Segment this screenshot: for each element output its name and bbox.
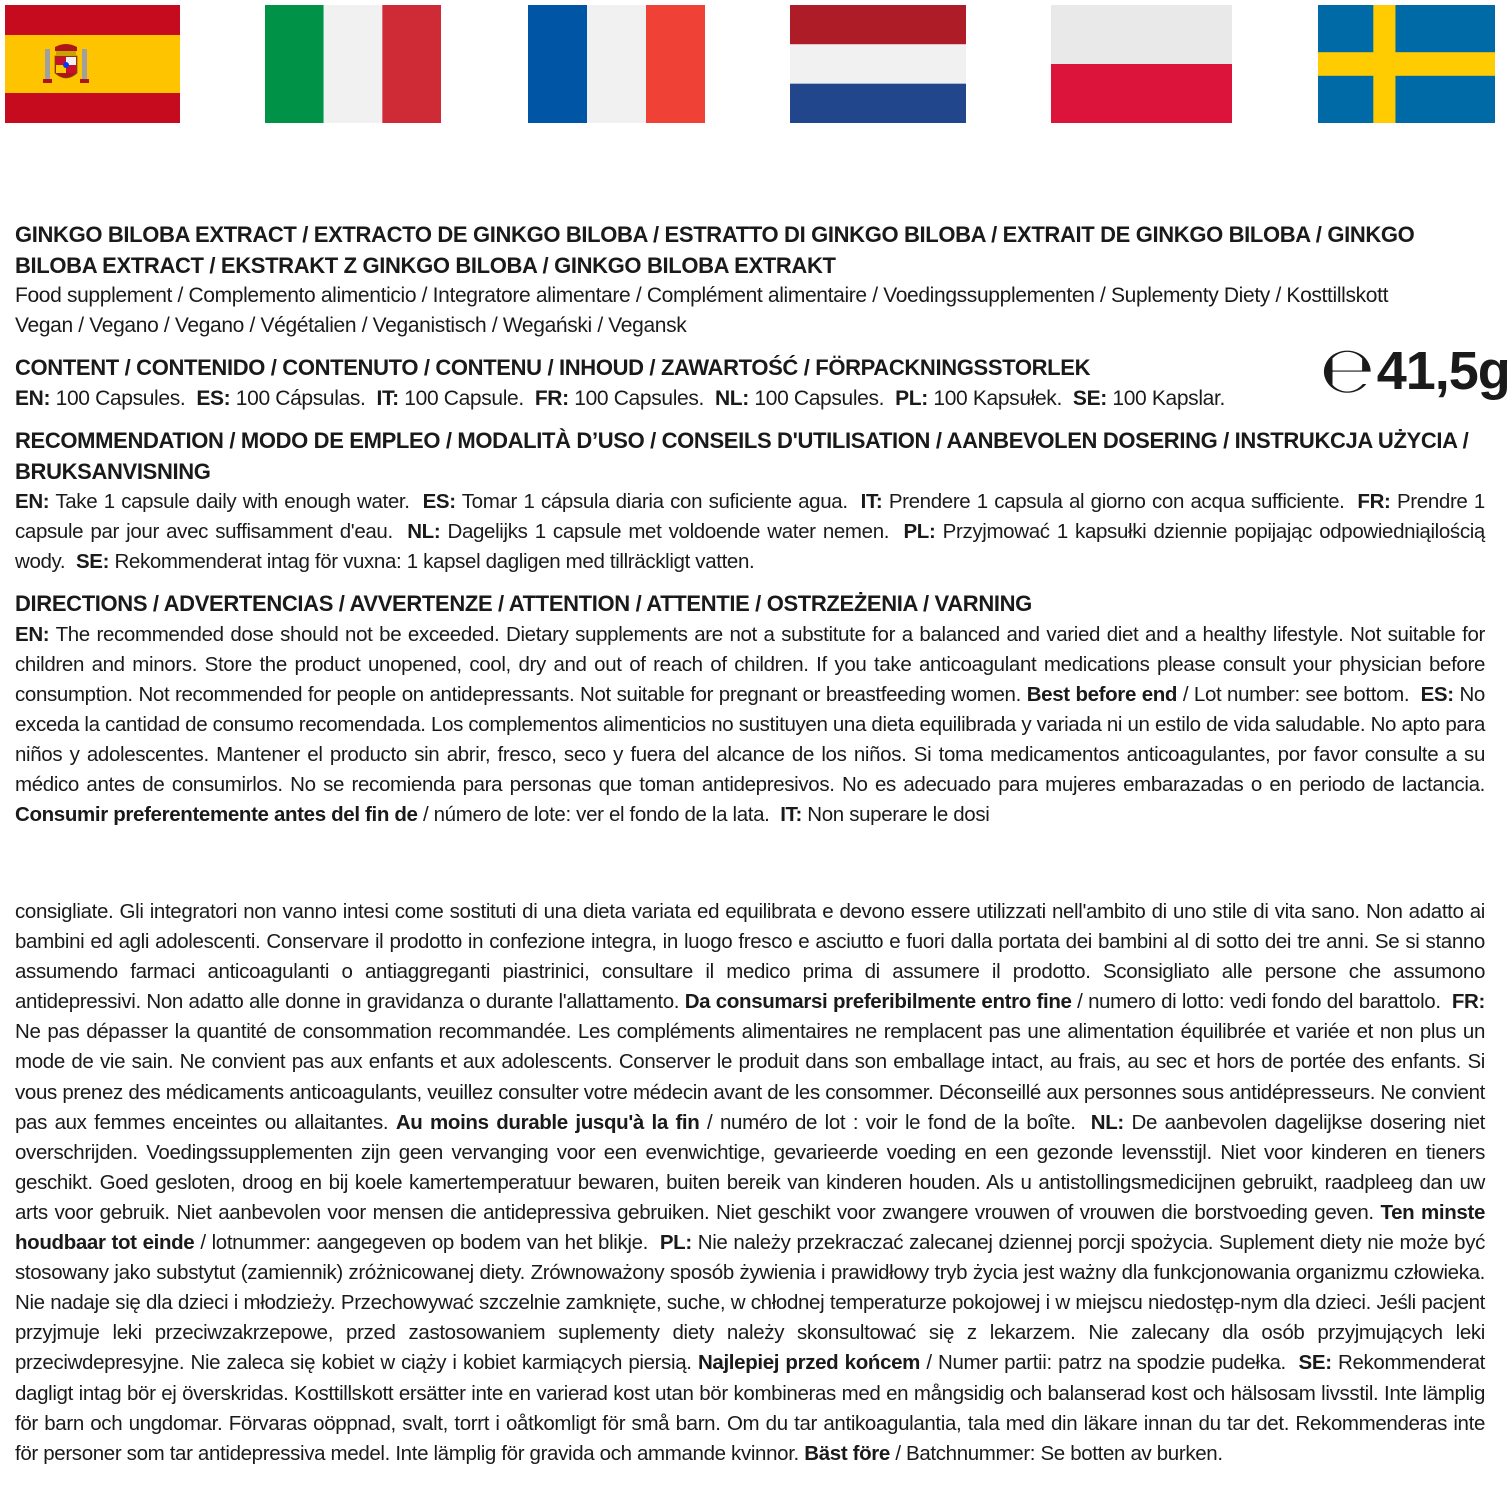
spain-coat-of-arms — [43, 44, 89, 83]
label-text — [15, 220, 1485, 831]
sweden-flag — [1318, 5, 1495, 123]
weight-value: 41,5g — [1376, 341, 1510, 401]
spain-flag — [5, 5, 180, 123]
recommendation-heading: RECOMMENDATION / MODO DE EMPLEO / MODALITÀ D’USO / CONSEILS D'UTILISATION / AANBEVOLEN DOSERING / INSTRUKCJA UŻYCIA / BRUKSANVISNING — [15, 428, 1469, 484]
directions-continuation: consigliate. Gli integratori non vanno intesi come sostituti di una dieta variata ed equilibrata e devono essere utilizzati nell'ambito di uno stile di vita sano. Non adatto ai bambini ed agli adolescenti. Conservare il prodotto in confezione integra, in luogo fresco e asciutto e fuori dalla portata dei bambini al di sotto dei tre anni. Se si stanno assumendo farmaci anticoagulanti o antiaggreganti piastrinici, consultare il medico prima di assumere il prodotto. Sconsigliato alle persone che assumono antidepressivi. Non adatto alle donne in gravidanza o durante l'allattamento. Da consumarsi preferibilmente entro fine / numero di lotto: vedi fondo del barattolo. FR: Ne pas dépasser la quantité de consommation recommandée. Les compléments alimentaires ne remplacent pas une alimentation équilibrée et variée et non plus un mode de vie sain. Ne convient pas aux enfants et aux adolescents. Conserver le produit dans son emballage intact, au frais, au sec et hors de portée des enfants. Si vous prenez des médicaments anticoagulants, veuillez consulter votre médecin avant de les consommer. Déconseillé aux personnes sous antidépresseurs. Ne convient pas aux femmes enceintes ou allaitantes. Au moins durable jusqu'à la fin / numéro de lot : voir le fond de la boîte. NL: De aanbevolen dagelijkse dosering niet overschrijden. Voedingssupplementen zijn geen vervanging voor een evenwichtige, gevarieerde voeding en een gezonde levensstijl. Niet voor kinderen en tieners geschikt. Goed gesloten, droog en bij koele kamertemperatuur bewaren, buiten bereik van kinderen houden. Als u antistollingsmedicijnen gebruikt, raadpleeg dan uw arts voor gebruik. Niet aanbevolen voor mensen die antidepressiva gebruiken. Niet geschikt voor zwangere vrouwen of vrouwen die borstvoeding geven. Ten minste houdbaar tot einde / lotnummer: aangegeven op bodem van het blikje. PL: Nie należy przekraczać zalecanej dziennej porcji spożycia. Suplement diety nie może być stosowany jako substytut (zamiennik) zróżnicowanej diety. Zrównoważony sposób żywienia i prawidłowy tryb życia jest ważny dla funkcjonowania organizmu człowieka. Nie nadaje się dla dzieci i młodzieży. Przechowywać szczelnie zamknięte, suche, w chłodnej temperaturze pokojowej i w miejscu niedostęp-nym dla dzieci. Jeśli pacjent przyjmuje leki przeciwzakrzepowe, przed zastosowaniem suplementy diety należy skonsultować się z lekarzem. Nie zalecany dla osób przyjmujących leki przeciwdepresyjne. Nie zaleca się kobiet w ciąży i kobiet karmiących piersią. Najlepiej przed końcem / Numer partii: patrz na spodzie pudełka. SE: Rekommenderat dagligt intag bör ej överskridas. Kosttillskott ersätter inte en varierad kost utan bör kombineras med en mångsidig och balanserad kost och hälsosam livsstil. Inte lämplig för barn och ungdomar. Förvaras oöppnad, svalt, torrt i oåtkomligt för små barn. Om du tar antikoagulantia, tala med din läkare innan du tar det. Rekommenderas inte för personer som tar antidepressiva medel. Inte lämplig för gravida och ammande kvinnor. Bäst före / Batchnummer: Se botten av burken. — [15, 900, 1485, 1465]
food-supplement-line: Food supplement / Complemento alimenticio / Integratore alimentare / Complément alimentaire / Voedingssupplementen / Suplementy Diety / Kosttillskott — [15, 284, 1389, 307]
content-line: EN: 100 Capsules. ES: 100 Cápsulas. IT: 100 Capsule. FR: 100 Capsules. NL: 100 Capsules. PL: 100 Kapsułek. SE: 100 Kapslar. — [15, 386, 1225, 410]
content-heading: CONTENT / CONTENIDO / CONTENUTO / CONTENU / INHOUD / ZAWARTOŚĆ / FÖRPACKNINGSSTORLEK — [15, 355, 1091, 381]
flag-row — [0, 0, 1495, 130]
product-title: GINKGO BILOBA EXTRACT / EXTRACTO DE GINKGO BILOBA / ESTRATTO DI GINKGO BILOBA / EXTRAIT DE GINKGO BILOBA / GINKGO BILOBA EXTRACT / EKSTRAKT Z GINKGO BILOBA / GINKGO BILOBA EXTRAKT — [15, 222, 1415, 278]
poland-flag — [1051, 5, 1232, 123]
estimated-sign-icon: ℮ — [1320, 334, 1375, 408]
directions-heading: DIRECTIONS / ADVERTENCIAS / AVVERTENZE / ATTENTION / ATTENTIE / OSTRZEŻENIA / VARNING — [15, 591, 1032, 617]
vegan-line: Vegan / Vegano / Vegano / Végétalien / Veganistisch / Wegański / Vegansk — [15, 314, 687, 338]
netherlands-flag — [790, 5, 966, 123]
recommendation-text: EN: Take 1 capsule daily with enough water. ES: Tomar 1 cápsula diaria con suficiente agua. IT: Prendere 1 capsula al giorno con acqua sufficiente. FR: Prendre 1 capsule par jour avec suffisamment d'eau. NL: Dagelijks 1 capsule met voldoende water nemen. PL: Przyjmować 1 kapsułki dziennie popijając odpowiedniąilością wody. SE: Rekommenderat intag för vuxna: 1 kapsel dagligen med tillräckligt vatten. — [15, 490, 1485, 574]
directions-text: EN: The recommended dose should not be exceeded. Dietary supplements are not a substitute for a balanced and varied diet and a healthy lifestyle. Not suitable for children and minors. Store the product unopened, cool, dry and out of reach of children. If you take anticoagulant medications please consult your physician before consumption. Not recommended for people on antidepressants. Not suitable for pregnant or breastfeeding women. Best before end / Lot number: see bottom. ES: No exceda la cantidad de consumo recomendada. Los complementos alimenticios no sustituyen una dieta equilibrada y variada ni un estilo de vida saludable. No apto para niños y adolescentes. Mantener el producto sin abrir, fresco, seco y fuera del alcance de los niños. Si toma medicamentos anticoagulantes, por favor consulte a su médico antes de consumirlos. No se recomienda para personas que toman antidepresivos. No es adecuado para mujeres embarazadas o en periodo de lactancia. Consumir preferentemente antes del fin de / número de lote: ver el fondo de la lata. IT: Non superare le dosi — [15, 622, 1485, 827]
france-flag — [528, 5, 705, 123]
italy-flag — [265, 5, 441, 123]
